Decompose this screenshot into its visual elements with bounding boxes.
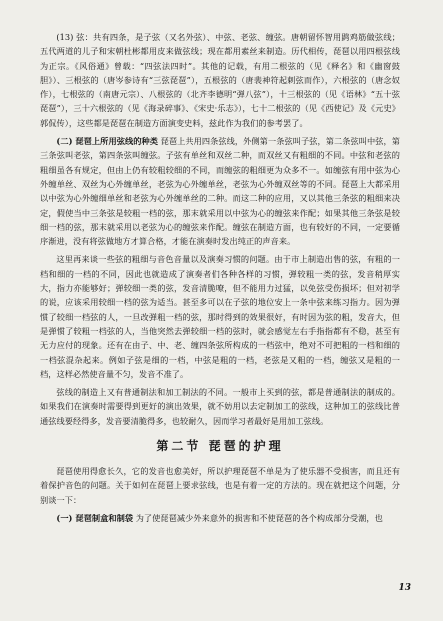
paragraph-text: 琵琶上共用四条弦线，外侧第一条弦叫子弦，第二条弦叫中弦，第三条弦叫老弦，第四条弦叫缠弦。子弦有单丝和双丝二种，而双丝又有粗细的不同。中弦和老弦的粗细虽各有规定，但由上仍有较粗较细的不同，而缠弦的粗细更为众多不一。如缠弦有用中弦为心外缠单丝、双丝为心外缠单丝，老弦为心外缠单丝，老弦为心外缠双丝等的不同。琵琶上大都采用以中弦为心外缠细单丝和老弦为心外缠单丝的二种。而这二种的应用，又以其他三条弦的粗细来决定，假使当中三条弦是较粗一档的弦，那末就采用以中弦为心的缠弦来作配；如果其他三条弦是较细一档的弦，那末就采用以老弦为心的缠弦来作配。缠弦在制造方面，也有较好的不同，一定要循序渐进，没有将弦做地方才算合格，才能在演奏时发出纯正的声音来。: [40, 136, 400, 247]
paragraph-string-thickness: [40, 252, 400, 381]
paragraph-string-manufacture: [40, 385, 400, 428]
paragraph-strings-history: [40, 30, 400, 130]
paragraph-lead: (二) 琵琶上所用弦线的种类: [56, 136, 158, 147]
paragraph-case-and-bag: [40, 511, 400, 525]
paragraph-text: 为了使琵琶减少外来意外的损害和不使琵琶的各个构成部分受潮，也: [133, 512, 383, 523]
paragraph-text: (13) 弦：共有四条，是子弦（又名外弦）、中弦、老弦、缠弦。唐朝留怀智用鹍鸡筋做弦线；五代两道的儿子和宋朝杜彬都用皮来做弦线；现在都用素丝来制造。历代相传，琵琶以用四根弦线为正宗。《风俗通》曾载：“四弦法四时”。其他的记载，有用二根弦的（见《释名》和《幽窗鼓胆》）、三根弦的（唐岑参诗有“三弦琵琶”），五根弦的（唐裴神符起刺弦而作），六根弦的（唐念奴作），七根弦的（南唐元宗）、八根弦的（北齐李德明“弹八弦”），十三根弦的（见《语林》“五十弦琵琶”），三十六根弦的（见《海录碎事》、《宋史·乐志》），七十二根弦的（见《西使记》及《元史》郭侃传），这些都是琵琶在制造方面演变史料，兹此作为我们的参考罢了。: [40, 32, 400, 128]
page-number: 13: [398, 583, 411, 593]
section-title: 第二节 琵琶的护理: [156, 439, 284, 454]
paragraph-text: 弦线的制造上又有普通制法和加工制法的不同。一般市上买到的弦，都是普通制法的制成的。如果我们在演奏时需要得到更好的演出效果，就不妨用以去定制加工的弦线，这种加工的弦线比普通弦线要经得多，发音要清脆得多，也较耐久，因而学习者最好是用加工弦线。: [40, 387, 400, 426]
body-text: [40, 30, 400, 529]
paragraph-care-intro: [40, 464, 400, 507]
paragraph-text: 这里再来谈一些弦的粗细与音色音量以及演奏习惯的问题。由于市上制造出售的弦，有粗的一档和细的一档的不同，因此也就造成了演奏者们各种各样的习惯，弹较粗一类的弦，发音稍厚实大，指力亦能够好；弹较细一类的弦，发音清脆嘹，但不能用力过猛，以免弦受伤损坏；但对初学的说，应该采用较细一档的弦为适当。甚至多可以在子弦的地位安上一条中弦来练习指力。因为弹惯了较细一档弦的人，一旦改弹粗一档的弦，那时得到的效果很好，有时因为弦的粗，发音大，但是弹惯了较粗一档弦的人，当他突然去弹较细一档的弦时，就会感觉左右手指指都有不稳，甚至有无力应付的现象。还有在由子、中、老、缠四条弦所构成的一档弦中，绝对不可把粗的一档和细的一档弦混杂起来。例如子弦是细的一档，中弦是粗的一档，老弦是又粗的一档，缠弦又是粗的一档，这样必然使音量不匀，发音不准了。: [40, 254, 400, 379]
paragraph-text: 琵琶使用得愈长久，它的发音也愈美好，所以护理琵琶不单是为了使乐器不受损害，而且还有着保护音色的问题。关于如何在琵琶上要求弦线，也是有着一定的方法的。现在就把这个问题，分别谈一下：: [40, 466, 400, 505]
paragraph-string-types: [40, 134, 400, 248]
paragraph-lead: (一) 琵琶制盒和制袋: [56, 512, 134, 523]
